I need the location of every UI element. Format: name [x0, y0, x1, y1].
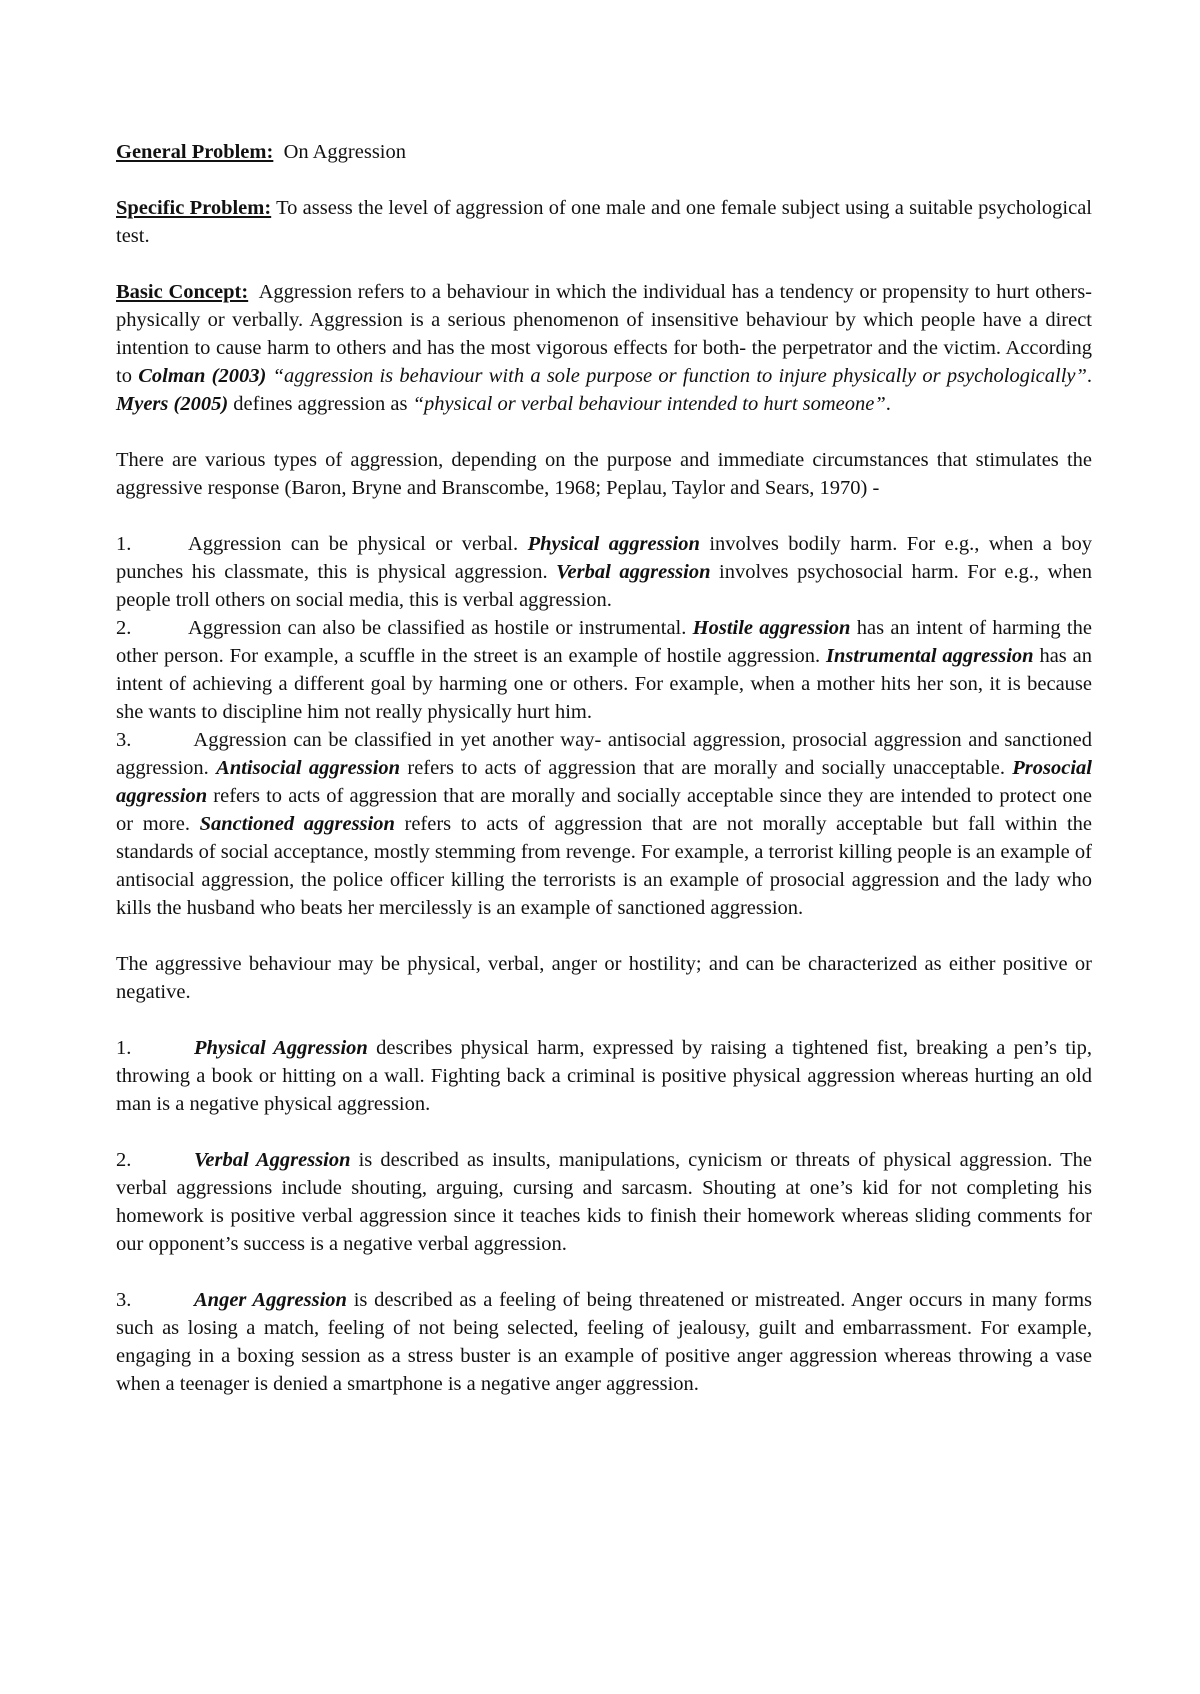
specific-problem-label: Specific Problem: [116, 197, 272, 219]
list-item-text: involves psychosocial harm. For e.g., when people troll others on social media, this is verbal aggression. [116, 561, 1093, 611]
colman-quote: “aggression is behaviour with a sole purpose or function to injure physically or psychologically” [272, 365, 1087, 387]
list-item-text: refers to acts of aggression that are morally and socially unacceptable. [400, 757, 1013, 779]
list-item [116, 1034, 1092, 1118]
list-item-term: Prosocial aggression [116, 757, 1092, 807]
list-item-text: involves bodily harm. For e.g., when a boy punches his classmate, this is physical aggression. [116, 533, 1092, 583]
list-item-text: is described as insults, manipulations, cynicism or threats of physical aggression. The verbal aggressions include shouting, arguing, cursing and sarcasm. Shouting at one’s kid for not completing his homework is positive verbal aggression since it teaches kids to finish their homework whereas sliding comments for our opponent’s success is a negative verbal aggression. [116, 1149, 1092, 1255]
list-item-text: refers to acts of aggression that are morally and socially acceptable since they are intended to protect one or more. [116, 785, 1092, 835]
myers-quote: “physical or verbal behaviour intended to hurt someone” [412, 393, 886, 415]
aggression-forms-list [116, 1034, 1092, 1398]
list-item-term: Sanctioned aggression [199, 813, 395, 835]
list-item-number: 1. [116, 1037, 132, 1059]
myers-citation: Myers (2005) [116, 393, 229, 415]
list-item-number: 2. [116, 1149, 132, 1171]
list-item-term: Antisocial aggression [216, 757, 401, 779]
general-problem [116, 138, 1092, 166]
list-item-term: Verbal Aggression [194, 1149, 351, 1171]
list-item-text: Aggression can be classified in yet another way- antisocial aggression, prosocial aggression and sanctioned aggression. [116, 729, 1092, 779]
aggression-types-list [116, 530, 1092, 922]
basic-concept-label: Basic Concept: [116, 281, 249, 303]
list-item-text: has an intent of harming the other person. For example, a scuffle in the street is an example of hostile aggression. [116, 617, 1092, 667]
list-item-number: 2. [116, 617, 132, 639]
list-item-term: Anger Aggression [194, 1289, 347, 1311]
colman-citation: Colman (2003) [138, 365, 267, 387]
list-item-text: Aggression can be physical or verbal. [188, 533, 528, 555]
list-item [116, 1146, 1092, 1258]
document-body [116, 138, 1092, 1398]
general-problem-text: On Aggression [283, 141, 407, 163]
behaviour-intro: The aggressive behaviour may be physical, verbal, anger or hostility; and can be characterized as either positive or negative. [116, 953, 1092, 1003]
list-item [116, 1286, 1092, 1398]
list-item-term: Verbal aggression [556, 561, 711, 583]
specific-problem [116, 194, 1092, 250]
basic-concept-text-1: Aggression refers to a behaviour in which the individual has a tendency or propensity to hurt others- physically or verbally. Aggression is a serious phenomenon of insensitive behaviour by which people have a direct intention to cause harm to others and has the most vigorous effects for both- the perpetrator and the victim. According to [116, 281, 1093, 387]
list-item-number: 1. [116, 533, 132, 555]
list-item-term: Physical aggression [527, 533, 700, 555]
basic-concept-text-2: . [1086, 365, 1093, 387]
list-item-number: 3. [116, 729, 132, 751]
list-item [116, 726, 1092, 922]
basic-concept-text-3: defines aggression as [228, 393, 413, 415]
list-item-term: Instrumental aggression [826, 645, 1034, 667]
list-item-text: refers to acts of aggression that are not morally acceptable but fall within the standards of social acceptance, mostly stemming from revenge. For example, a terrorist killing people is an example of antisocial aggression, the police officer killing the terrorists is an example of prosocial aggression and the lady who kills the husband who beats her mercilessly is an example of sanctioned aggression. [116, 813, 1092, 919]
list-item [116, 530, 1092, 614]
list-item-number: 3. [116, 1289, 132, 1311]
basic-concept-text-4: . [885, 393, 891, 415]
list-item-text: describes physical harm, expressed by raising a tightened fist, breaking a pen’s tip, throwing a book or hitting on a wall. Fighting back a criminal is positive physical aggression whereas hurting an old man is a negative physical aggression. [116, 1037, 1092, 1115]
list-item-text: has an intent of achieving a different goal by harming one or others. For example, when a mother hits her son, it is because she wants to discipline him not really physically hurt him. [116, 645, 1092, 723]
general-problem-label: General Problem: [116, 141, 274, 163]
basic-concept [116, 278, 1092, 418]
list-item-term: Hostile aggression [692, 617, 851, 639]
specific-problem-text: To assess the level of aggression of one male and one female subject using a suitable psychological test. [116, 197, 1092, 247]
list-item [116, 614, 1092, 726]
list-item-text: Aggression can also be classified as hostile or instrumental. [188, 617, 693, 639]
types-intro: There are various types of aggression, depending on the purpose and immediate circumstances that stimulates the aggressive response (Baron, Bryne and Branscombe, 1968; Peplau, Taylor and Sears, 1970) - [116, 449, 1092, 499]
list-item-text: is described as a feeling of being threatened or mistreated. Anger occurs in many forms such as losing a match, feeling of not being selected, feeling of jealousy, guilt and embarrassment. For example, engaging in a boxing session as a stress buster is an example of positive anger aggression whereas throwing a vase when a teenager is denied a smartphone is a negative anger aggression. [116, 1289, 1092, 1395]
list-item-term: Physical Aggression [194, 1037, 368, 1059]
